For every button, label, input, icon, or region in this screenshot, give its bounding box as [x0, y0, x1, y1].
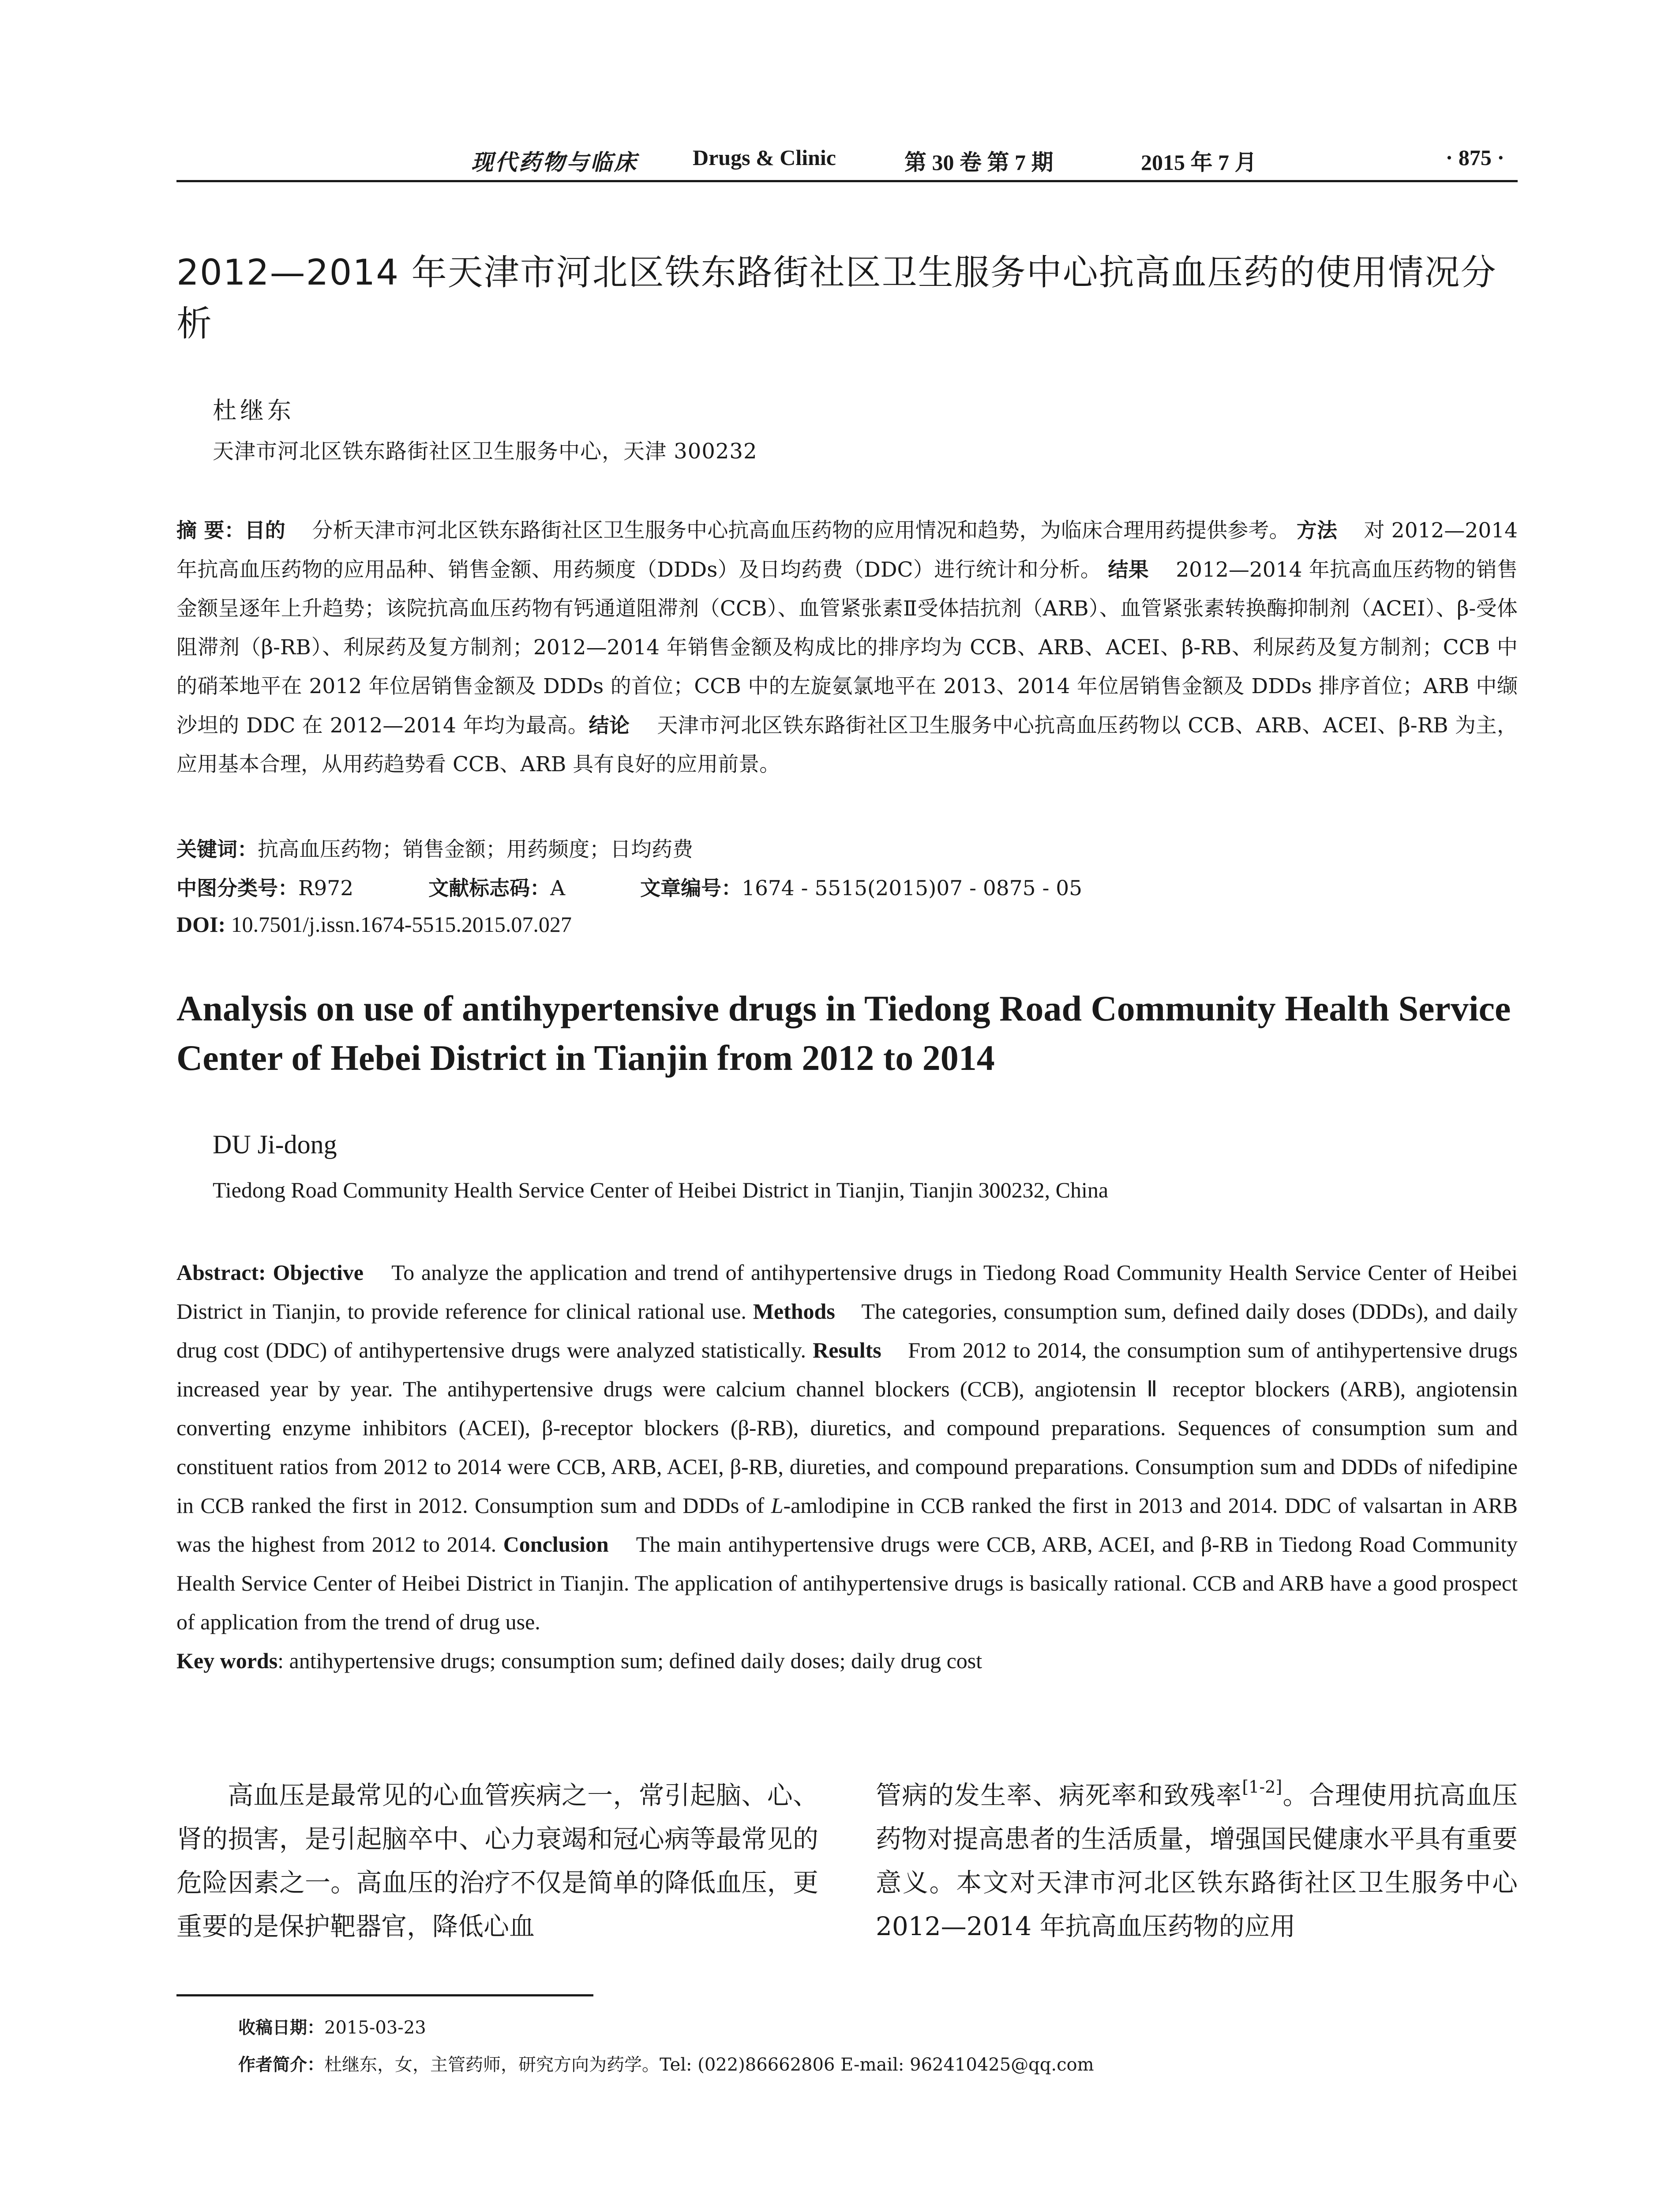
affiliation-cn: 天津市河北区铁东路街社区卫生服务中心，天津 300232 — [213, 439, 758, 464]
received-date: 2015-03-23 — [324, 2018, 426, 2038]
results-label-cn: 结果 — [1108, 558, 1149, 582]
results-text-en-2: -amlodipine in CCB ranked the first in 2013 and 2014. DDC of valsartan in ARB was the highest from 2012 to 2014. — [176, 1493, 1518, 1557]
doc-code-label: 文献标志码： — [428, 876, 551, 900]
keywords-label-cn: 关键词： — [176, 837, 258, 861]
article-number-label: 文章编号： — [640, 876, 742, 900]
results-italic-en: L — [771, 1493, 784, 1518]
article-number-value: 1674 - 5515(2015)07 - 0875 - 05 — [742, 876, 1083, 900]
body-column-right — [876, 1774, 1518, 1948]
author-name-en: DU Ji-dong — [213, 1130, 337, 1159]
results-text-cn: 2012—2014 年抗高血压药物的销售金额呈逐年上升趋势；该院抗高血压药物有钙通道阻滞剂（CCB）、血管紧张素Ⅱ受体拮抗剂（ARB）、血管紧张素转换酶抑制剂（ACEI）、β-受体阻滞剂（β-RB）、利尿药及复方制剂；2012—2014 年销售金额及构成比的排序均为 CCB、ARB、ACEI、β-RB、利尿药及复方制剂；CCB 中的硝苯地平在 2012 年位居销售金额及 DDDs 的首位；CCB 中的左旋氨氯地平在 2013、2014 年位居销售金额及 DDDs 排序首位；ARB 中缬沙坦的 DDC 在 2012—2014 年均为最高。 — [176, 558, 1518, 738]
doi-label: DOI: — [176, 912, 226, 937]
abstract-label-en: Abstract: — [176, 1260, 266, 1285]
clc-value: R972 — [298, 876, 354, 900]
abstract-cn — [176, 511, 1518, 784]
running-header — [176, 140, 1518, 182]
received-label: 收稿日期： — [238, 2018, 325, 2038]
keywords-label-en: Key words — [176, 1648, 278, 1673]
doi-line — [176, 912, 572, 937]
conclusion-text-cn: 天津市河北区铁东路街社区卫生服务中心抗高血压药物以 CCB、ARB、ACEI、β-RB 为主，应用基本合理，从用药趋势看 CCB、ARB 具有良好的应用前景。 — [176, 713, 1518, 777]
methods-label-cn: 方法 — [1296, 518, 1338, 542]
objective-text-cn: 分析天津市河北区铁东路街社区卫生服务中心抗高血压药物的应用情况和趋势，为临床合理用药提供参考。 — [312, 518, 1290, 543]
citation-ref[interactable]: [1-2] — [1242, 1777, 1282, 1797]
article-title-en: Analysis on use of antihypertensive drugs in Tiedong Road Community Health Service Center of Hebei District in Tianjin from 2012 to 2014 — [176, 988, 1511, 1078]
body-right-text-2: 。合理使用抗高血压药物对提高患者的生活质量，增强国民健康水平具有重要意义。本文对天津市河北区铁东路街社区卫生服务中心 2012—2014 年抗高血压药物的应用 — [876, 1780, 1518, 1941]
conclusion-label-cn: 结论 — [589, 713, 630, 737]
bio-label: 作者简介： — [238, 2055, 325, 2075]
author-name-cn: 杜继东 — [213, 397, 295, 424]
keywords-text-cn: 抗高血压药物；销售金额；用药频度；日均药费 — [258, 837, 693, 862]
methods-label-en: Methods — [753, 1299, 835, 1324]
keywords-cn — [176, 833, 693, 863]
article-title-cn: 2012—2014 年天津市河北区铁东路街社区卫生服务中心抗高血压药的使用情况分析 — [176, 252, 1497, 344]
conclusion-text-en: The main antihypertensive drugs were CCB, ARB, ACEI, and β-RB in Tiedong Road Community Health Service Center of Heibei District in Tianjin. The application of antihypertensive drugs is basically rational. CCB and ARB have a good prospect of application from the trend of drug use. — [176, 1532, 1518, 1634]
volume-issue: 第 30 卷 第 7 期 — [904, 150, 1054, 175]
doi-link[interactable]: 10.7501/j.issn.1674-5515.2015.07.027 — [231, 912, 572, 937]
objective-label-en: Objective — [273, 1260, 364, 1285]
affiliation-en: Tiedong Road Community Health Service Center of Heibei District in Tianjin, Tianjin 300232, China — [213, 1178, 1109, 1202]
classification-line — [176, 872, 1082, 901]
methods-text-en: The categories, consumption sum, defined daily doses (DDDs), and daily drug cost (DDC) of antihypertensive drugs were analyzed statistically. — [176, 1299, 1518, 1362]
results-label-en: Results — [813, 1338, 881, 1362]
abstract-label-cn: 摘 要： — [176, 518, 245, 542]
methods-text-cn: 对 2012—2014 年抗高血压药物的应用品种、销售金额、用药频度（DDDs）及日均药费（DDC）进行统计和分析。 — [176, 518, 1518, 582]
results-text-en-1: From 2012 to 2014, the consumption sum of antihypertensive drugs increased year by year. The antihypertensive drugs were calcium channel blockers (CCB), angiotensin Ⅱ receptor blockers (ARB), angiotensin converting enzyme inhibitors (ACEI), β-receptor blockers (β-RB), diuretics, and compound preparations. Sequences of consumption sum and constituent ratios from 2012 to 2014 were CCB, ARB, ACEI, β-RB, diureties, and compound preparations. Consumption sum and DDDs of nifedipine in CCB ranked the first in 2012. Consumption sum and DDDs of — [176, 1338, 1518, 1518]
objective-label-cn: 目的 — [244, 518, 285, 542]
conclusion-label-en: Conclusion — [503, 1532, 609, 1557]
page-number: · 875 · — [1445, 145, 1504, 170]
footnote-author-bio — [238, 2051, 1094, 2076]
keywords-en — [176, 1641, 1518, 1680]
body-right-text-1: 管病的发生率、病死率和致残率 — [876, 1780, 1242, 1810]
bio-text: 杜继东，女，主管药师，研究方向为药学。Tel: (022)86662806 E-mail: 962410425@qq.com — [324, 2055, 1094, 2075]
body-column-left: 高血压是最常见的心血管疾病之一，常引起脑、心、肾的损害，是引起脑卒中、心力衰竭和冠心病等最常见的危险因素之一。高血压的治疗不仅是简单的降低血压，更重要的是保护靶器官，降低心血 — [176, 1780, 818, 1941]
objective-text-en: To analyze the application and trend of antihypertensive drugs in Tiedong Road Community Health Service Center of Heibei District in Tianjin, to provide reference for clinical rational use. — [176, 1260, 1518, 1324]
journal-name-en: Drugs & Clinic — [693, 145, 836, 170]
footnote-divider — [176, 1994, 593, 1996]
footnote-received — [238, 2014, 426, 2039]
doc-code-value: A — [550, 876, 566, 900]
clc-label: 中图分类号： — [176, 876, 298, 900]
abstract-en — [176, 1253, 1518, 1680]
keywords-text-en: : antihypertensive drugs; consumption sum; defined daily doses; daily drug cost — [278, 1648, 982, 1673]
issue-date: 2015 年 7 月 — [1141, 150, 1257, 175]
journal-name-cn: 现代药物与临床 — [471, 150, 638, 175]
